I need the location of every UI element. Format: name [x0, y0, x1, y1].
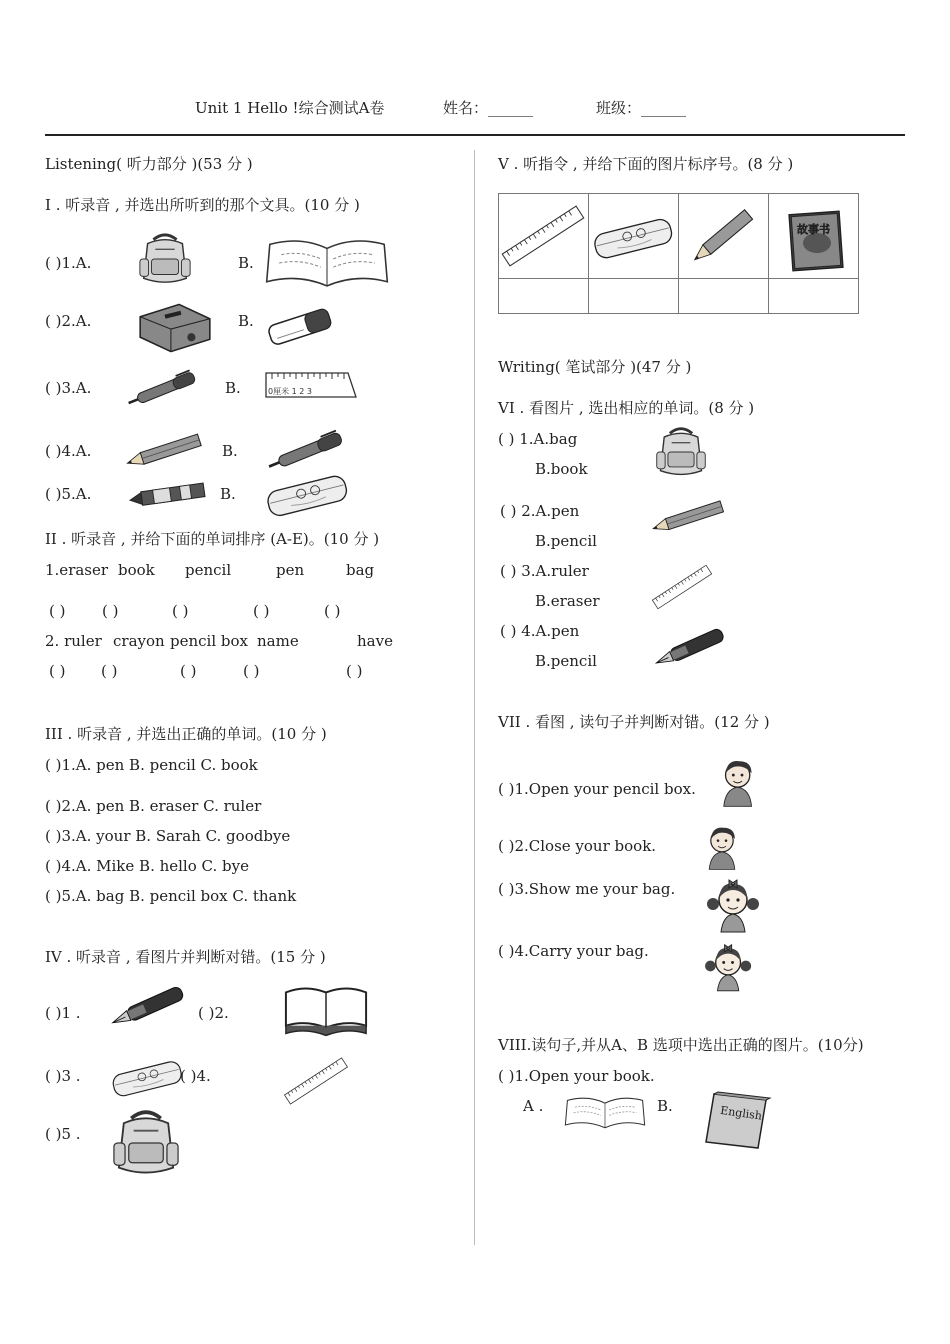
section-8-title: VIII.读句子,并从A、B 选项中选出正确的图片。(10分) [498, 1036, 864, 1054]
schoolbag-icon [108, 1106, 184, 1180]
s2-answer-blank[interactable]: ( ) [180, 662, 197, 680]
s2-word: pencil box [170, 632, 248, 650]
pencil-icon [122, 432, 208, 470]
s7-question[interactable]: ( )1.Open your pencil box. [498, 780, 696, 798]
s2-answer-blank[interactable]: ( ) [346, 662, 363, 680]
s3-question[interactable]: ( )1.A. pen B. pencil C. book [45, 756, 258, 774]
s6-q1-option-a[interactable]: ( ) 1.A.bag [498, 430, 578, 448]
storybook-label: 故事书 [797, 223, 830, 236]
s1-q3-label[interactable]: ( )3.A. [45, 379, 92, 397]
table-cell-storybook [769, 194, 859, 279]
s2-word: pen [276, 561, 305, 579]
schoolbag-icon [132, 230, 198, 288]
table-cell-pencil [679, 194, 769, 279]
section-1-title: I . 听录音 , 并选出所听到的那个文具。(10 分 ) [45, 196, 360, 214]
listening-title: Listening( 听力部分 )(53 分 ) [45, 155, 253, 173]
section-4-title: IV . 听录音 , 看图片并判断对错。(15 分 ) [45, 948, 326, 966]
pen-icon [264, 428, 356, 472]
column-divider [474, 150, 475, 1245]
answer-cell[interactable] [499, 279, 589, 314]
s6-q4-option-a[interactable]: ( ) 4.A.pen [500, 622, 580, 640]
writing-title: Writing( 笔试部分 )(47 分 ) [498, 358, 692, 376]
s8-option-b[interactable]: B. [657, 1097, 673, 1115]
s2-word: 1.eraser [45, 561, 109, 579]
section-7-title: VII . 看图 , 读句子并判断对错。(12 分 ) [498, 713, 770, 731]
s2-word: have [357, 632, 393, 650]
s8-q1-label[interactable]: ( )1.Open your book. [498, 1067, 655, 1085]
ruler-icon [499, 195, 587, 277]
s4-q2-label[interactable]: ( )2. [198, 1004, 229, 1022]
table-cell-ruler [499, 194, 589, 279]
s6-q2-option-b: B.pencil [535, 532, 597, 550]
s8-option-a[interactable]: A . [523, 1097, 544, 1115]
ruler-icon [282, 1050, 350, 1112]
s1-q1-option-b: B. [238, 254, 254, 272]
s6-q3-option-a[interactable]: ( ) 3.A.ruler [500, 562, 589, 580]
pencil-box-icon [262, 472, 352, 518]
english-book-label: English [719, 1103, 763, 1123]
s2-word: book [118, 561, 155, 579]
s3-question[interactable]: ( )2.A. pen B. eraser C. ruler [45, 797, 262, 815]
boy-illustration [708, 756, 776, 808]
storybook-icon [769, 195, 857, 277]
s2-word: bag [346, 561, 375, 579]
ruler-scale-label: 0厘米 1 2 3 [268, 387, 312, 396]
s2-answer-blank[interactable]: ( ) [324, 602, 341, 620]
name-field[interactable]: 姓名：______ [443, 99, 534, 117]
answer-cell[interactable] [589, 279, 679, 314]
eraser-icon [262, 300, 342, 348]
ruler-icon [650, 560, 714, 614]
section-6-title: VI . 看图片 , 选出相应的单词。(8 分 ) [498, 399, 755, 417]
pencil-box-icon [589, 195, 677, 277]
s2-answer-blank[interactable]: ( ) [172, 602, 189, 620]
s2-word: crayon [113, 632, 165, 650]
fountain-pen-icon [648, 622, 732, 674]
schoolbag-icon [650, 424, 712, 480]
pencil-box-icon [108, 1056, 186, 1100]
crayon-icon [124, 478, 210, 512]
answer-cell[interactable] [769, 279, 859, 314]
girl-illustration [698, 874, 770, 934]
s1-q2-label[interactable]: ( )2.A. [45, 312, 92, 330]
s2-answer-blank[interactable]: ( ) [102, 602, 119, 620]
s7-question[interactable]: ( )4.Carry your bag. [498, 942, 649, 960]
s6-q1-option-b: B.book [535, 460, 588, 478]
class-field[interactable]: 班级：______ [596, 99, 687, 117]
section-3-title: III . 听录音 , 并选出正确的单词。(10 分 ) [45, 725, 327, 743]
fountain-pen-icon [104, 984, 192, 1030]
section-5-title: V . 听指令 , 并给下面的图片标序号。(8 分 ) [498, 155, 794, 173]
girl-illustration [698, 938, 760, 994]
s3-question[interactable]: ( )4.A. Mike B. hello C. bye [45, 857, 249, 875]
s2-answer-blank[interactable]: ( ) [49, 602, 66, 620]
s4-q5-label[interactable]: ( )5 . [45, 1125, 81, 1143]
s2-answer-blank[interactable]: ( ) [49, 662, 66, 680]
section-2-title: II . 听录音 , 并给下面的单词排序 (A-E)。(10 分 ) [45, 530, 380, 548]
answer-cell[interactable] [679, 279, 769, 314]
sharpener-icon [134, 298, 216, 356]
s1-q2-option-b: B. [238, 312, 254, 330]
s2-word: pencil [185, 561, 232, 579]
pencil-icon [679, 195, 767, 277]
s1-q3-option-b: B. [225, 379, 241, 397]
s6-q2-option-a[interactable]: ( ) 2.A.pen [500, 502, 580, 520]
s1-q4-label[interactable]: ( )4.A. [45, 442, 92, 460]
thick-book-icon [282, 982, 370, 1038]
pencil-icon [648, 500, 730, 534]
s3-question[interactable]: ( )3.A. your B. Sarah C. goodbye [45, 827, 291, 845]
boy-illustration [698, 820, 754, 874]
pen-icon [124, 366, 208, 410]
open-book-icon [564, 1092, 646, 1132]
s4-q3-label[interactable]: ( )3 . [45, 1067, 81, 1085]
s4-q4-label[interactable]: ( )4. [180, 1067, 211, 1085]
header-divider [45, 134, 905, 136]
ruler-icon [262, 367, 360, 403]
s2-answer-blank[interactable]: ( ) [101, 662, 118, 680]
open-book-icon [264, 236, 390, 288]
s6-q3-option-b: B.eraser [535, 592, 600, 610]
s3-question[interactable]: ( )5.A. bag B. pencil box C. thank [45, 887, 297, 905]
s2-answer-blank[interactable]: ( ) [253, 602, 270, 620]
picture-numbering-table [498, 193, 859, 314]
s2-word: name [257, 632, 299, 650]
table-cell-pencil-box [589, 194, 679, 279]
s6-q4-option-b: B.pencil [535, 652, 597, 670]
s7-question[interactable]: ( )3.Show me your bag. [498, 880, 676, 898]
page-title: Unit 1 Hello !综合测试A卷 [195, 99, 385, 117]
s1-q4-option-b: B. [222, 442, 238, 460]
s7-question[interactable]: ( )2.Close your book. [498, 837, 657, 855]
s4-q1-label[interactable]: ( )1 . [45, 1004, 81, 1022]
s1-q5-label[interactable]: ( )5.A. [45, 485, 92, 503]
english-book-icon [700, 1088, 772, 1152]
s2-word: 2. ruler [45, 632, 102, 650]
s1-q5-option-b: B. [220, 485, 236, 503]
s1-q1-label[interactable]: ( )1.A. [45, 254, 92, 272]
s2-answer-blank[interactable]: ( ) [243, 662, 260, 680]
